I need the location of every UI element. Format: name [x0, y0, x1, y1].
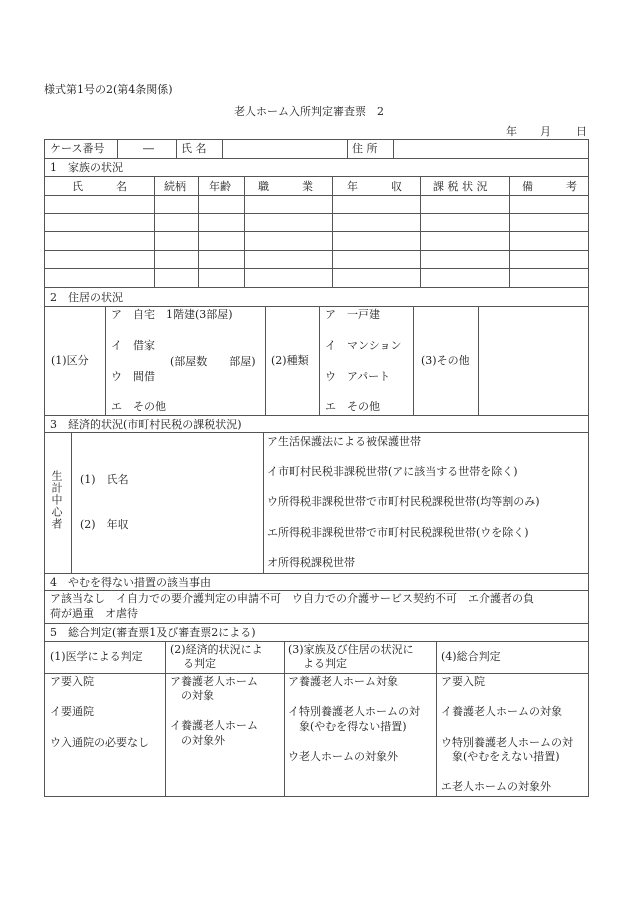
- overall-option-e: エ老人ホームの対象外: [441, 780, 551, 793]
- judgement-economic-header-1: (2)経済的状況によ: [170, 643, 263, 656]
- economic-option-a-2: の対象: [181, 689, 214, 702]
- col-name: 氏 名: [72, 180, 127, 193]
- section-4-title: 4 やむを得ない措置の該当事由: [50, 576, 211, 589]
- housing-category-lodging: ウ 間借: [111, 370, 155, 383]
- unavoidable-reasons-line2: 荷が過重 オ虐待: [50, 607, 138, 620]
- col-occupation: 職 業: [258, 180, 313, 193]
- overall-option-a: ア要入院: [441, 675, 485, 688]
- section-1-title: 1 家族の状況: [50, 161, 123, 174]
- overall-option-i: イ養護老人ホームの対象: [441, 705, 562, 718]
- address-label: 住 所: [352, 142, 378, 155]
- housing-type-label: (2)種類: [271, 354, 309, 367]
- section-2-title: 2 住居の状況: [50, 291, 123, 304]
- judgement-medical-header: (1)医学による判定: [50, 650, 143, 663]
- housing-category-label: (1)区分: [51, 354, 89, 367]
- medical-option-a: ア要入院: [50, 675, 94, 688]
- col-tax-status: 課 税 状 況: [433, 180, 488, 193]
- housing-category-own: ア 自宅 1階建(3部屋): [111, 308, 233, 321]
- date-month: 月: [540, 125, 551, 138]
- housing-type-other: エ その他: [325, 400, 380, 413]
- judgement-family-header-1: (3)家族及び住居の状況に: [288, 643, 414, 656]
- family-option-i-1: イ特別養護老人ホームの対: [288, 705, 420, 718]
- section-3-title: 3 経済的状況(市町村民税の課税状況): [50, 418, 242, 431]
- col-remarks: 備 考: [522, 180, 577, 193]
- family-option-u: ウ老人ホームの対象外: [288, 750, 398, 763]
- household-head-label: 生計中心者: [50, 470, 63, 530]
- page-title: 老人ホーム入所判定審査票 2: [234, 105, 384, 118]
- family-option-i-2: 象(やむを得ない措置): [299, 720, 407, 733]
- judgement-economic-header-2: る判定: [183, 657, 216, 670]
- economic-option-a-1: ア養護老人ホーム: [170, 675, 258, 688]
- name-label: 氏 名: [181, 142, 207, 155]
- housing-type-mansion: イ マンション: [325, 339, 402, 352]
- col-relation: 続柄: [164, 180, 186, 193]
- head-name-field: (1) 氏名: [80, 473, 129, 486]
- date-day: 日: [576, 125, 587, 138]
- case-number-dash: ―: [143, 142, 154, 155]
- economic-option-i-1: イ養護老人ホーム: [170, 719, 258, 732]
- unavoidable-reasons-line1: ア該当なし イ自力での要介護判定の申請不可 ウ自力での介護サービス契約不可 エ介護者の負: [50, 592, 534, 605]
- econ-option-e: エ所得税非課税世帯で市町村民税課税世帯(ウを除く): [267, 526, 529, 539]
- econ-option-u: ウ所得税非課税世帯で市町村民税課税世帯(均等割のみ): [267, 495, 540, 508]
- housing-type-apartment: ウ アパート: [325, 370, 391, 383]
- econ-option-i: イ市町村民税非課税世帯(アに該当する世帯を除く): [267, 465, 518, 478]
- econ-option-a: ア生活保護法による被保護世帯: [267, 435, 421, 448]
- econ-option-o: オ所得税課税世帯: [267, 556, 355, 569]
- housing-room-count: (部屋数 部屋): [170, 355, 256, 368]
- housing-category-rent: イ 借家: [111, 339, 155, 352]
- overall-option-u-1: ウ特別養護老人ホームの対: [441, 736, 573, 749]
- judgement-family-header-2: よる判定: [303, 657, 347, 670]
- medical-option-i: イ要通院: [50, 705, 94, 718]
- head-income-field: (2) 年収: [80, 518, 129, 531]
- housing-other-label: (3)その他: [421, 354, 470, 367]
- family-option-a: ア養護老人ホーム対象: [288, 675, 398, 688]
- medical-option-u: ウ入通院の必要なし: [50, 736, 149, 749]
- col-income: 年 収: [347, 180, 402, 193]
- form-id: 様式第1号の2(第4条関係): [44, 83, 173, 96]
- housing-type-house: ア 一戸建: [325, 308, 380, 321]
- housing-category-other: エ その他: [111, 400, 166, 413]
- date-year: 年: [506, 125, 517, 138]
- col-age: 年齢: [209, 180, 231, 193]
- economic-option-i-2: の対象外: [181, 734, 225, 747]
- section-5-title: 5 総合判定(審査票1及び審査票2による): [50, 626, 256, 639]
- overall-option-u-2: 象(やむをえない措置): [452, 750, 560, 763]
- case-number-label: ケース番号: [50, 142, 105, 155]
- judgement-overall-header: (4)総合判定: [441, 650, 501, 663]
